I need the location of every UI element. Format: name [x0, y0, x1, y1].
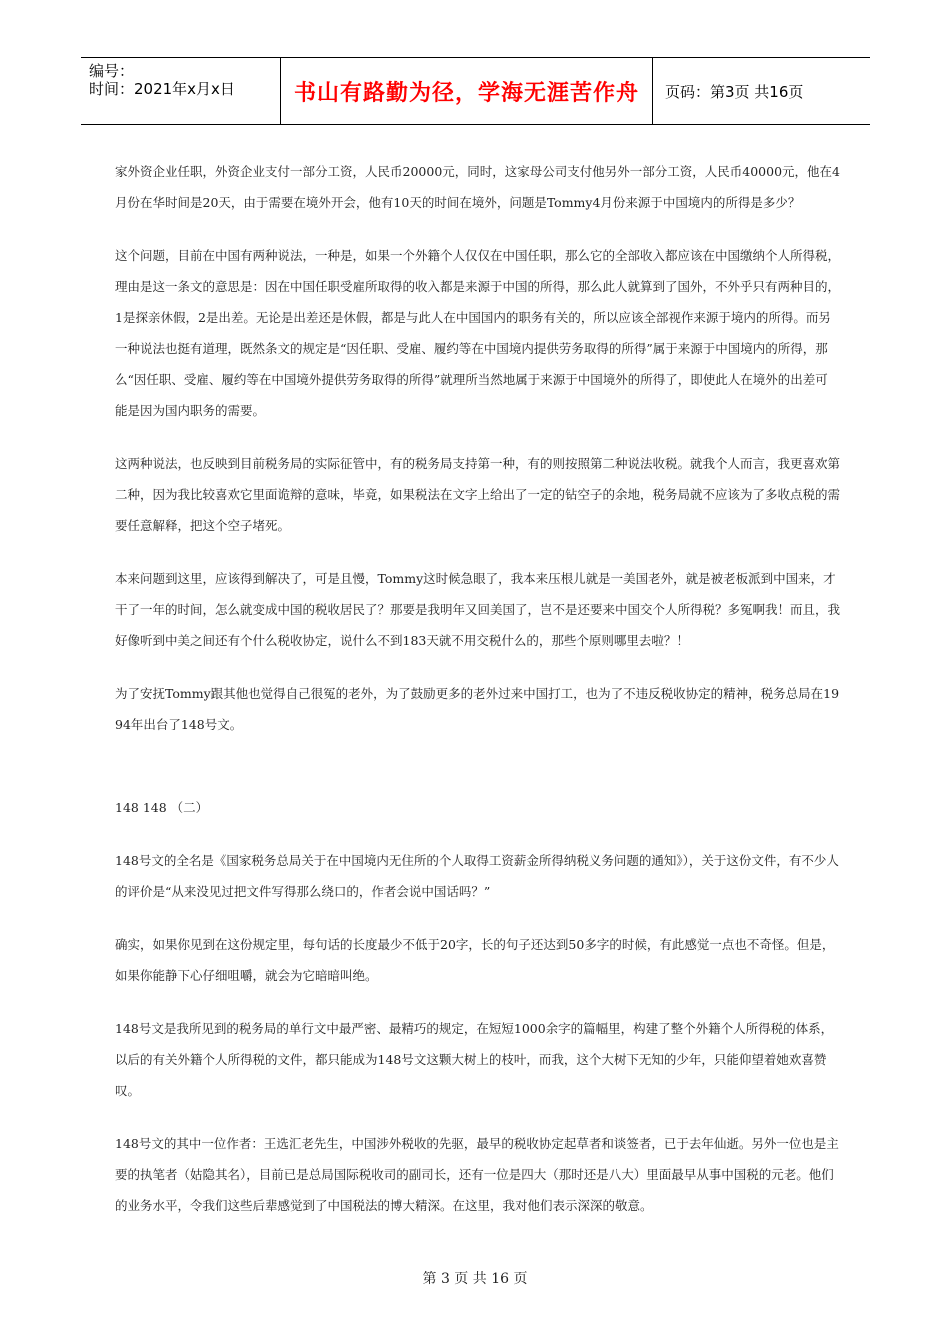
paragraph: 家外资企业任职，外资企业支付一部分工资，人民币20000元，同时，这家母公司支付他另外一部分工资，人民币40000元，他在4月份在华时间是20天，由于需要在境外开会，他有10天的时间在境外，问题是Tommy4月份来源于中国境内的所得是多少？: [115, 164, 840, 210]
document-date-label: 时间：2021年x月x日: [89, 80, 235, 98]
header-motto: 书山有路勤为径，学海无涯苦作舟: [281, 58, 653, 124]
section-heading: 148 148 （二）: [115, 800, 209, 815]
paragraph: 这两种说法，也反映到目前税务局的实际征管中，有的税务局支持第一种，有的则按照第二种说法收税。就我个人而言，我更喜欢第二种，因为我比较喜欢它里面诡辩的意味，毕竟，如果税法在文字上给出了一定的钻空子的余地，税务局就不应该为了多收点税的需要任意解释，把这个空子堵死。: [115, 456, 841, 533]
paragraph: 这个问题，目前在中国有两种说法，一种是，如果一个外籍个人仅仅在中国任职，那么它的全部收入都应该在中国缴纳个人所得税，理由是这一条文的意思是：因在中国任职受雇所取得的收入都是来源于中国的所得，那么此人就算到了国外，不外乎只有两种目的，1是探亲休假，2是出差。无论是出差还是休假，都是与此人在中国国内的职务有关的，所以应该全部视作来源于境内的所得。而另一种说法也挺有道理，既然条文的规定是“因任职、受雇、履约等在中国境内提供劳务取得的所得”属于来源于中国境内的所得，那么“因任职、受雇、履约等在中国境外提供劳务取得的所得”就理所当然地属于来源于中国境外的所得了，即使此人在境外的出差可能是因为国内职务的需要。: [115, 248, 841, 418]
paragraph: 148号文的其中一位作者：王选汇老先生，中国涉外税收的先驱，最早的税收协定起草者和谈签者，已于去年仙逝。另外一位也是主要的执笔者（姑隐其名），目前已是总局国际税收司的副司长，还有一位是四大（那时还是八大）里面最早从事中国税的元老。他们的业务水平，令我们这些后辈感觉到了中国税法的博大精深。在这里，我对他们表示深深的敬意。: [115, 1136, 839, 1213]
page-footer: 第 3 页 共 16 页: [422, 1271, 528, 1287]
paragraph: 为了安抚Tommy跟其他也觉得自己很冤的老外，为了鼓励更多的老外过来中国打工，也为了不违反税收协定的精神，税务总局在1994年出台了148号文。: [115, 686, 840, 732]
header-page-info: 页码：第3页 共16页: [665, 82, 804, 101]
paragraph: 148号文是我所见到的税务局的单行文中最严密、最精巧的规定，在短短1000余字的篇幅里，构建了整个外籍个人所得税的体系，以后的有关外籍个人所得税的文件，都只能成为148号文这颗大树上的枝叶，而我，这个大树下无知的少年，只能仰望着她欢喜赞叹。: [115, 1021, 834, 1098]
paragraph: 本来问题到这里，应该得到解决了，可是且慢，Tommy这时候急眼了，我本来压根儿就是一美国老外，就是被老板派到中国来，才干了一年的时间，怎么就变成中国的税收居民了？那要是我明年又回美国了，岂不是还要来中国交个人所得税？多冤啊我！而且，我好像听到中美之间还有个什么税收协定，说什么不到183天就不用交税什么的，那些个原则哪里去啦？！: [115, 571, 841, 648]
document-body: [115, 156, 840, 1221]
document-header: [81, 57, 870, 125]
paragraph: 确实，如果你见到在这份规定里，每句话的长度最少不低于20字，长的句子还达到50多字的时候，有此感觉一点也不奇怪。但是，如果你能静下心仔细咀嚼，就会为它暗暗叫绝。: [115, 937, 835, 983]
paragraph: 148号文的全名是《国家税务总局关于在中国境内无住所的个人取得工资薪金所得纳税义务问题的通知》），关于这份文件，有不少人的评价是“从来没见过把文件写得那么绕口的，作者会说中国话吗？”: [115, 853, 839, 899]
document-number-label: 编号：: [89, 62, 135, 80]
header-meta: [81, 58, 281, 124]
